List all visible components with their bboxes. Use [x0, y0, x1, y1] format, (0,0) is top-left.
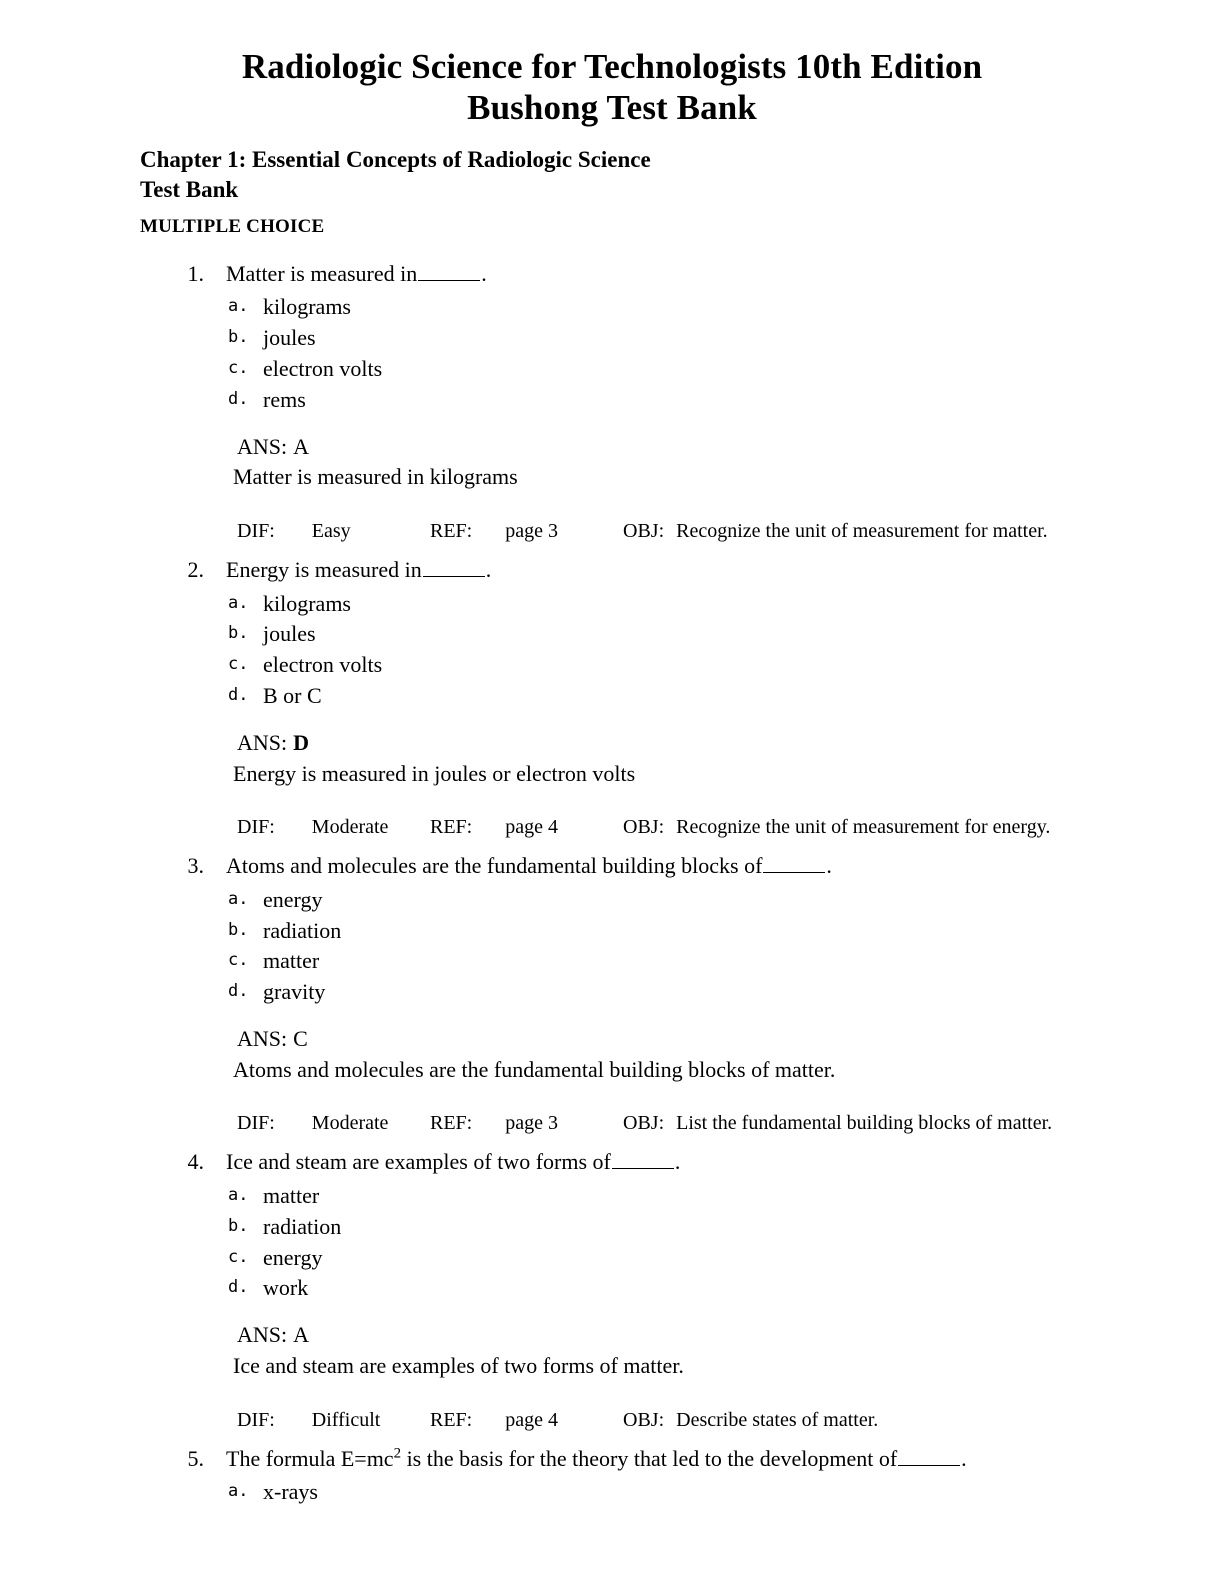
question-stem: [168, 852, 1124, 880]
question-stem: [168, 260, 1124, 288]
choice-list: [100, 1477, 1124, 1508]
choice-item[interactable]: [228, 884, 1124, 915]
choice-letter: c.: [228, 654, 249, 675]
question-item: [100, 1148, 1124, 1444]
objective-value: Recognize the unit of measurement for energy.: [676, 816, 1051, 839]
answer-value: A: [293, 1322, 310, 1348]
reference-value: page 4: [505, 1408, 559, 1431]
choice-letter: a.: [228, 888, 249, 909]
question-superscript: 2: [393, 1445, 402, 1462]
question-number: 2.: [187, 556, 204, 582]
choice-letter: c.: [228, 357, 249, 378]
choice-letter: b.: [228, 1215, 249, 1236]
objective-field: [623, 518, 1124, 544]
choice-item[interactable]: [228, 292, 1124, 323]
objective-field: [623, 1110, 1124, 1136]
difficulty-field: [237, 1407, 430, 1433]
objective-value: Describe states of matter.: [676, 1408, 879, 1431]
choice-letter: a.: [228, 1185, 249, 1206]
choice-text: electron volts: [263, 355, 383, 381]
answer-line: [237, 729, 1124, 758]
question-text-after-blank: .: [481, 260, 487, 286]
choice-text: radiation: [263, 1213, 342, 1239]
choice-letter: a.: [228, 592, 249, 613]
choice-text: x-rays: [263, 1479, 318, 1505]
choice-item[interactable]: [228, 588, 1124, 619]
question-stem: [168, 1445, 1124, 1473]
answer-blank: [418, 263, 480, 281]
choice-text: B or C: [263, 682, 322, 708]
choice-text: energy: [263, 1244, 323, 1270]
difficulty-field: [237, 518, 430, 544]
question-text-before-blank: The formula E=mc: [226, 1445, 394, 1471]
choice-list: [100, 292, 1124, 415]
difficulty-value: Moderate: [311, 1112, 389, 1135]
objective-value: Recognize the unit of measurement for matter.: [676, 519, 1048, 542]
answer-line: [237, 433, 1124, 462]
question-number: 5.: [187, 1445, 204, 1471]
answer-blank: [612, 1151, 674, 1169]
choice-item[interactable]: [228, 323, 1124, 354]
choice-item[interactable]: [228, 977, 1124, 1008]
question-text-after-blank: .: [485, 556, 492, 582]
question-number: 3.: [187, 853, 204, 879]
choice-letter: d.: [228, 684, 249, 705]
reference-field: [430, 814, 623, 840]
choice-letter: d.: [228, 388, 249, 409]
difficulty-label: DIF:: [237, 519, 275, 542]
reference-label: REF:: [430, 816, 473, 839]
choice-item[interactable]: [228, 915, 1124, 946]
choice-text: work: [263, 1275, 309, 1301]
question-text-before-blank: Atoms and molecules are the fundamental building blocks of: [226, 853, 763, 879]
choice-item[interactable]: [228, 384, 1124, 415]
choice-item[interactable]: [228, 1477, 1124, 1508]
choice-text: joules: [263, 621, 316, 647]
choice-text: energy: [263, 886, 323, 912]
question-list: [100, 260, 1124, 1520]
choice-text: electron volts: [263, 652, 383, 678]
choice-list: [100, 1181, 1124, 1304]
answer-value: A: [293, 433, 310, 459]
choice-item[interactable]: [228, 1211, 1124, 1242]
choice-letter: d.: [228, 981, 249, 1001]
question-text-after-blank: .: [961, 1445, 967, 1471]
section-label-multiple-choice: MULTIPLE CHOICE: [140, 215, 325, 237]
objective-field: [623, 814, 1124, 840]
question-text-before-blank: Energy is measured in: [226, 556, 422, 582]
choice-list: [100, 884, 1124, 1007]
question-metadata: [237, 1110, 1124, 1136]
difficulty-field: [237, 1110, 430, 1136]
answer-label: ANS:: [237, 1026, 288, 1052]
objective-field: [623, 1407, 1124, 1433]
reference-field: [430, 518, 623, 544]
difficulty-value: Easy: [311, 519, 351, 542]
difficulty-value: Moderate: [311, 816, 389, 839]
question-item: [100, 556, 1124, 852]
question-item: [100, 260, 1124, 556]
title-line-1: Radiologic Science for Technologists 10th Edition: [241, 47, 983, 86]
objective-label: OBJ:: [623, 1408, 665, 1431]
question-text: [226, 1445, 1124, 1473]
answer-label: ANS:: [237, 730, 288, 755]
page-title: [100, 46, 1124, 129]
reference-label: REF:: [430, 1112, 473, 1135]
choice-item[interactable]: [228, 1242, 1124, 1273]
choice-item[interactable]: [228, 946, 1124, 977]
objective-label: OBJ:: [623, 816, 665, 839]
reference-value: page 3: [505, 519, 559, 542]
objective-label: OBJ:: [623, 1112, 665, 1135]
question-stem: [168, 556, 1124, 584]
choice-item[interactable]: [228, 619, 1124, 650]
question-number: 4.: [187, 1149, 204, 1175]
choice-letter: b.: [228, 919, 249, 940]
answer-line: [237, 1321, 1124, 1350]
question-text: [226, 1148, 1124, 1176]
answer-label: ANS:: [237, 1322, 288, 1348]
question-text: [226, 852, 1124, 880]
difficulty-label: DIF:: [237, 1112, 275, 1135]
difficulty-field: [237, 814, 430, 840]
reference-value: page 3: [505, 1112, 559, 1135]
choice-letter: a.: [228, 1481, 249, 1502]
choice-text: matter: [263, 1183, 320, 1209]
choice-text: radiation: [263, 917, 342, 943]
question-metadata: [237, 518, 1124, 544]
choice-letter: a.: [228, 296, 249, 317]
difficulty-label: DIF:: [237, 816, 275, 839]
answer-blank: [763, 855, 825, 873]
question-text: [226, 556, 1124, 584]
question-item: [100, 852, 1124, 1148]
answer-value: D: [293, 730, 310, 755]
question-text: [226, 260, 1124, 288]
choice-text: gravity: [263, 979, 326, 1004]
choice-text: kilograms: [263, 294, 351, 320]
question-item: [100, 1445, 1124, 1520]
answer-explanation: Ice and steam are examples of two forms of matter.: [233, 1353, 684, 1379]
question-metadata: [237, 1407, 1124, 1433]
difficulty-label: DIF:: [237, 1408, 275, 1431]
answer-explanation: Energy is measured in joules or electron volts: [233, 760, 636, 786]
answer-line: [237, 1025, 1124, 1054]
choice-text: joules: [263, 325, 316, 351]
objective-value: List the fundamental building blocks of matter.: [676, 1112, 1053, 1135]
choice-item[interactable]: [228, 650, 1124, 681]
answer-label: ANS:: [237, 433, 288, 459]
reference-field: [430, 1407, 623, 1433]
question-metadata: [237, 814, 1124, 840]
answer-value: C: [293, 1026, 308, 1052]
choice-list: [100, 588, 1124, 711]
question-text-before-blank: Matter is measured in: [226, 260, 418, 286]
choice-letter: c.: [228, 950, 249, 971]
choice-text: matter: [263, 948, 320, 974]
objective-label: OBJ:: [623, 519, 665, 542]
difficulty-value: Difficult: [311, 1408, 381, 1431]
reference-label: REF:: [430, 1408, 473, 1431]
choice-item[interactable]: [228, 680, 1124, 711]
answer-blank: [423, 559, 485, 577]
reference-field: [430, 1110, 623, 1136]
choice-text: kilograms: [263, 590, 351, 616]
reference-value: page 4: [505, 816, 559, 839]
test-bank-subtitle: Test Bank: [140, 177, 239, 203]
question-number: 1.: [187, 260, 204, 286]
choice-letter: d.: [228, 1277, 249, 1298]
question-text-after-blank: .: [674, 1149, 681, 1175]
question-text-after-blank: .: [826, 853, 832, 879]
choice-text: rems: [263, 386, 306, 412]
answer-explanation: Matter is measured in kilograms: [233, 464, 518, 490]
choice-letter: c.: [228, 1246, 249, 1267]
question-text-middle: is the basis for the theory that led to the development of: [401, 1445, 898, 1471]
question-text-before-blank: Ice and steam are examples of two forms of: [226, 1149, 611, 1175]
question-stem: [168, 1148, 1124, 1176]
reference-label: REF:: [430, 519, 473, 542]
choice-letter: b.: [228, 327, 249, 348]
choice-item[interactable]: [228, 1273, 1124, 1304]
answer-explanation: Atoms and molecules are the fundamental building blocks of matter.: [233, 1056, 836, 1082]
choice-item[interactable]: [228, 353, 1124, 384]
chapter-heading: Chapter 1: Essential Concepts of Radiologic Science: [140, 146, 651, 172]
choice-item[interactable]: [228, 1181, 1124, 1212]
choice-letter: b.: [228, 623, 249, 644]
answer-blank: [898, 1448, 960, 1466]
title-line-2: Bushong Test Bank: [467, 88, 757, 128]
